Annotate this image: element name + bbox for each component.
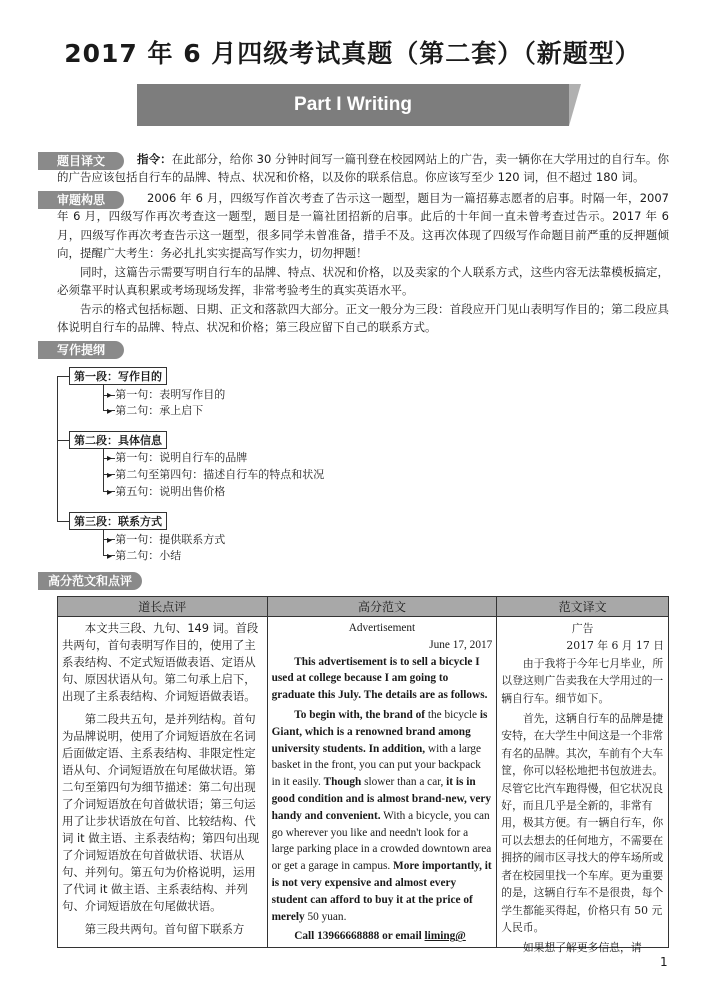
comment-paragraph-3: 第三段共两句。首句留下联系方	[84, 922, 245, 936]
section-label-sample: 高分范文和点评	[38, 572, 142, 590]
translation-paragraph-3: 如果想了解更多信息，请	[522, 941, 642, 955]
analysis-paragraph-1: 2006 年 6 月，四级写作首次考查了告示这一题型，题目为一篇招募志愿者的启事。时隔一年，2007 年 6 月，四级写作再次考查这一题型，题目是一篇社团招新的启事。此后的十年间一直未曾考查过告示。2017 年 6 月，四级写作再次考查告示这一题型，很多同学未曾准备，措手不及。这再次体现了四级写作命题目前严重的反押题倾向，提醒广大考生：务必扎扎实实提高写作实力，切勿押题！	[57, 191, 669, 261]
translation-cell	[497, 617, 669, 955]
essay-paragraph-1	[272, 654, 493, 704]
essay-p2-c: is Giant, which is a renowned brand among university students. In addition,	[271, 708, 488, 755]
part-banner: Part I Writing	[137, 84, 569, 126]
essay-p2-a: To begin with, the brand of	[294, 708, 425, 721]
essay-p2-j: 50 yuan.	[304, 910, 347, 923]
table-header-comment: 道长点评	[58, 597, 268, 617]
writing-outline	[57, 367, 457, 562]
translation-paragraph-1: 由于我将于今年七月毕业，所以登这则广告卖我在大学用过的一辆自行车。细节如下。	[501, 656, 664, 705]
table-header-translation: 范文译文	[497, 597, 669, 617]
essay-p3-a: Call 13966668888 or email	[294, 930, 425, 943]
comment-cell	[58, 617, 268, 948]
translation-paragraph	[57, 150, 669, 187]
essay-p2-h: With a bicycle, you can go wherever you like and needn't look for a large parking place in a crowded downtown area or get a garage in campus.	[271, 809, 492, 873]
essay-p2-f: slower than a car,	[361, 776, 447, 789]
essay-paragraph-2	[272, 707, 493, 925]
outline-section-1	[69, 367, 167, 385]
instruction-text: 在此部分，给你 30 分钟时间写一篇刊登在校园网站上的广告，卖一辆你在大学用过的自行车。你的广告应该包括自行车的品牌、特点、状况和价格，以及你的联系信息。你应该写至少 120 词，但不超过 180 词。	[57, 152, 669, 185]
outline-item: ▸ 第一句：说明自行车的品牌	[107, 451, 247, 466]
essay-cell	[267, 617, 497, 948]
analysis-paragraph-3: 告示的格式包括标题、日期、正文和落款四大部分。正文一般分为三段：首段应开门见山表明写作目的；第二段应具体说明自行车的品牌、特点、状况和价格；第三段应留下自己的联系方式。	[57, 302, 669, 335]
outline-item: ▸ 第二句：小结	[107, 549, 181, 564]
outline-section-2	[69, 431, 167, 449]
essay-p2-i: More importantly, it is not very expensive and almost every student can afford to buy it at the price of merely	[271, 860, 492, 923]
essay-p2-d: with a large basket in the front, you can put your backpack in it easily.	[271, 742, 482, 789]
outline-item: ▸ 第二句至第四句：描述自行车的特点和状况	[107, 468, 324, 483]
page-title: 2017 年 6 月四级考试真题（第二套）（新题型）	[64, 39, 641, 68]
section-label-translation: 题目译文	[38, 152, 124, 170]
outline-item: ▸ 第一句：提供联系方式	[107, 533, 225, 548]
outline-section-3-label: 第三段：联系方式	[74, 515, 162, 528]
comment-paragraph-2: 第二段共五句，是并列结构。首句为品牌说明，使用了介词短语放在名词后面做定语、主系表结构、非限定性定语从句、介词短语放在句尾做状语。第二句至第四句为细节描述：第二句出现了介词短语放在句首做状语；第三句运用了让步状语放在句首、比较结构、代词 it 做主语、主系表结构；第四句出现了介词短语放在句首做状语、状语从句、并列句。第五句为价格说明，运用了代词 it 做主语、主系表结构、并列句、介词短语放在句尾做状语。	[62, 712, 260, 913]
instruction-lead: 指令：	[137, 152, 172, 166]
sample-essay-table	[57, 596, 669, 955]
translation-title: 广告	[571, 622, 594, 635]
essay-p1-text: This advertisement is to sell a bicycle I used at college because I am going to graduate this July. The details are as follows.	[271, 655, 488, 702]
page-number: 1	[660, 955, 668, 969]
translation-date: 2017 年 6 月 17 日	[566, 639, 664, 653]
comment-paragraph-1: 本文共三段、九句、149 词。首段共两句，首句表明写作目的，使用了主系表结构、不定式短语做表语、定语从句、原因状语从句。第二句承上启下，出现了主系表结构、介词短语做表语。	[62, 621, 259, 703]
translation-paragraph-2: 首先，这辆自行车的品牌是捷安特，在大学生中间这是一个非常有名的品牌。其次，车前有个大车筐，你可以轻松地把书包放进去。尽管它比汽车跑得慢，但它状况良好，而且几乎是全新的，非常有用，极其方便。有一辆自行车，你可以去想去的任何地方，不需要在拥挤的闹市区寻找大的停车场所或者在校园里找一个车库。更为重要的是，这辆自行车不是很贵，每个学生都能买得起，价格只有 50 元人民币。	[501, 712, 664, 934]
essay-p2-e: Though	[323, 776, 362, 789]
outline-item: ▸ 第五句：说明出售价格	[107, 485, 225, 500]
essay-paragraph-3	[272, 928, 493, 945]
section-label-analysis: 审题构思	[38, 191, 124, 209]
essay-date: June 17, 2017	[429, 638, 493, 651]
outline-item: ▸ 第一句：表明写作目的	[107, 388, 225, 403]
outline-section-3	[69, 512, 167, 530]
essay-email-link: liming@	[424, 930, 466, 943]
section-label-outline: 写作提纲	[38, 341, 124, 359]
essay-title: Advertisement	[348, 622, 416, 634]
outline-section-1-label: 第一段：写作目的	[74, 370, 162, 383]
essay-p2-b: the bicycle	[425, 708, 480, 721]
analysis-paragraph-2: 同时，这篇告示需要写明自行车的品牌、特点、状况和价格，以及卖家的个人联系方式，这些内容无法靠模板搞定，必须靠平时认真积累或考场现场发挥，非常考验考生的真实英语水平。	[57, 265, 669, 298]
table-header-essay: 高分范文	[267, 597, 497, 617]
outline-item: ▸ 第二句：承上启下	[107, 404, 203, 419]
essay-p2-g: it is in good condition and is almost brand-new, very handy and convenient.	[271, 776, 492, 822]
outline-section-2-label: 第二段：具体信息	[74, 434, 162, 447]
